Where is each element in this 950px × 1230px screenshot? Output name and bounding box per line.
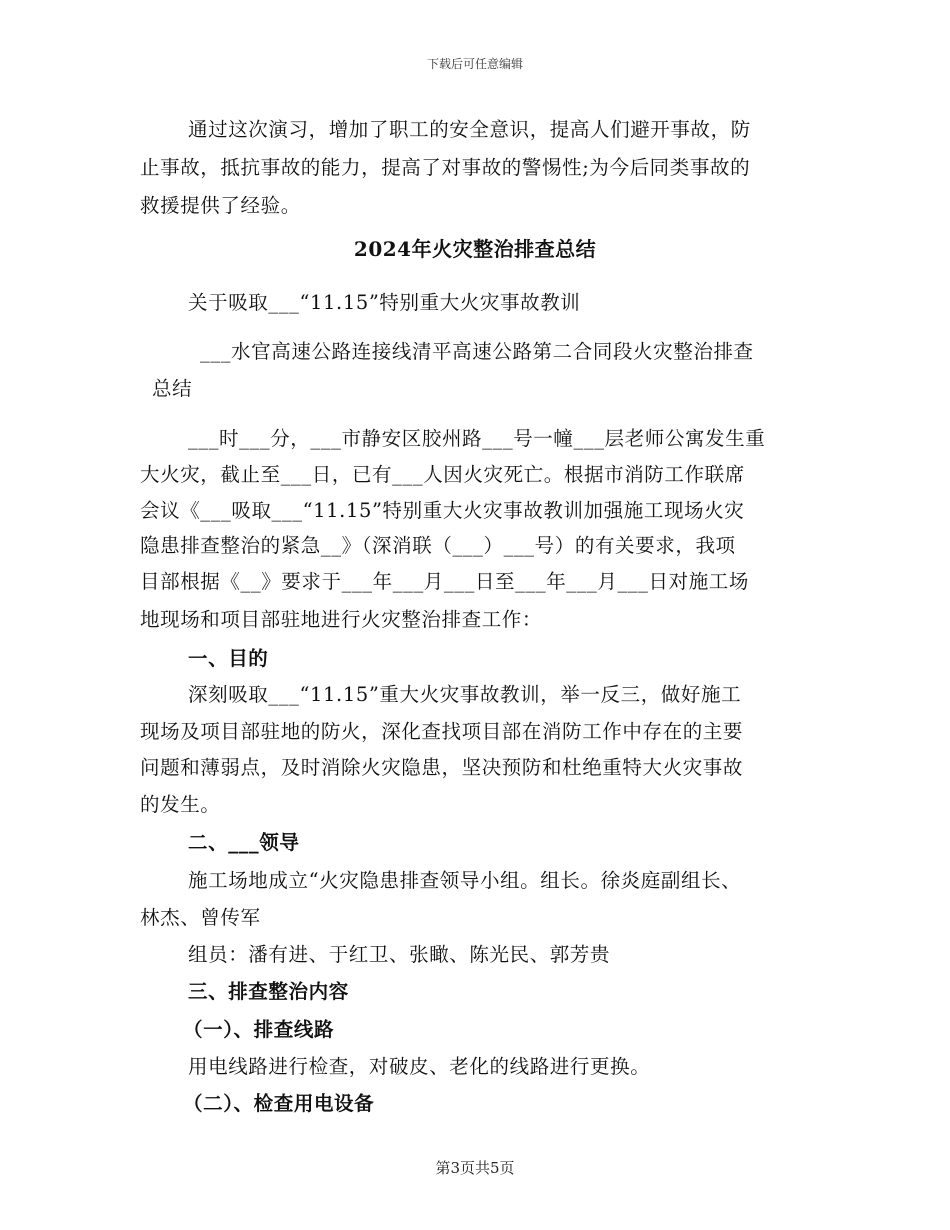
para1-line-1: ___时___分，___市静安区胶州路___号一幢___层老师公寓发生重: [188, 427, 766, 450]
para1-line-6: 地现场和项目部驻地进行火灾整治排查工作：: [140, 608, 543, 631]
section-heading-3: 三、排查整治内容: [188, 980, 349, 1003]
page-footer: 第3页共5页: [435, 1159, 515, 1177]
document-title: 2024年火灾整治排查总结: [353, 237, 597, 261]
section-heading-1: 一、目的: [188, 647, 269, 670]
page-header: 下载后可任意编辑: [426, 57, 523, 71]
para2-line-4: 的发生。: [140, 793, 221, 816]
para3-line-1: 施工场地成立“火灾隐患排查领导小组。组长。徐炎庭副组长、: [188, 869, 742, 892]
para1-line-4: 隐患排查整治的紧急__》（深消联（___）___号）的有关要求，我项: [140, 534, 736, 557]
subsection-heading-1: （一）、排查线路: [183, 1018, 335, 1041]
subtitle-line: 关于吸取___“11.15”特别重大火灾事故教训: [188, 291, 581, 314]
subtitle-line-2a: ___水官高速公路连接线清平高速公路第二合同段火灾整治排查: [200, 340, 754, 363]
para2-line-2: 现场及项目部驻地的防火，深化查找项目部在消防工作中存在的主要: [140, 720, 744, 743]
para1-line-5: 目部根据《__》要求于___年___月___日至___年___月___日对施工场: [140, 570, 749, 593]
para1-line-2: 大火灾，截止至___日，已有___人因火灾死亡。根据市消防工作联席: [140, 463, 745, 486]
para4-line: 用电线路进行检查，对破皮、老化的线路进行更换。: [188, 1055, 651, 1078]
members-line: 组员：潘有进、于红卫、张瞰、陈光民、郭芳贵: [188, 943, 611, 966]
para2-line-3: 问题和薄弱点，及时消除火灾隐患，坚决预防和杜绝重特大火灾事故: [140, 756, 744, 779]
intro-line-3: 救援提供了经验。: [140, 194, 301, 217]
subtitle-line-2b: 总结: [152, 377, 193, 400]
para1-line-3: 会议《___吸取___“11.15”特别重大火灾事故教训加强施工现场火灾: [140, 499, 745, 522]
section-heading-2: 二、___领导: [188, 831, 300, 854]
para2-line-1: 深刻吸取___“11.15”重大火灾事故教训，举一反三，做好施工: [188, 683, 742, 706]
subsection-heading-2: （二）、检查用电设备: [183, 1092, 375, 1115]
intro-line-2: 止事故，抵抗事故的能力，提高了对事故的警惕性;为今后同类事故的: [140, 156, 751, 179]
intro-line-1: 通过这次演习，增加了职工的安全意识，提高人们避开事故，防: [188, 118, 751, 141]
para3-line-2: 林杰、曾传军: [140, 906, 261, 929]
